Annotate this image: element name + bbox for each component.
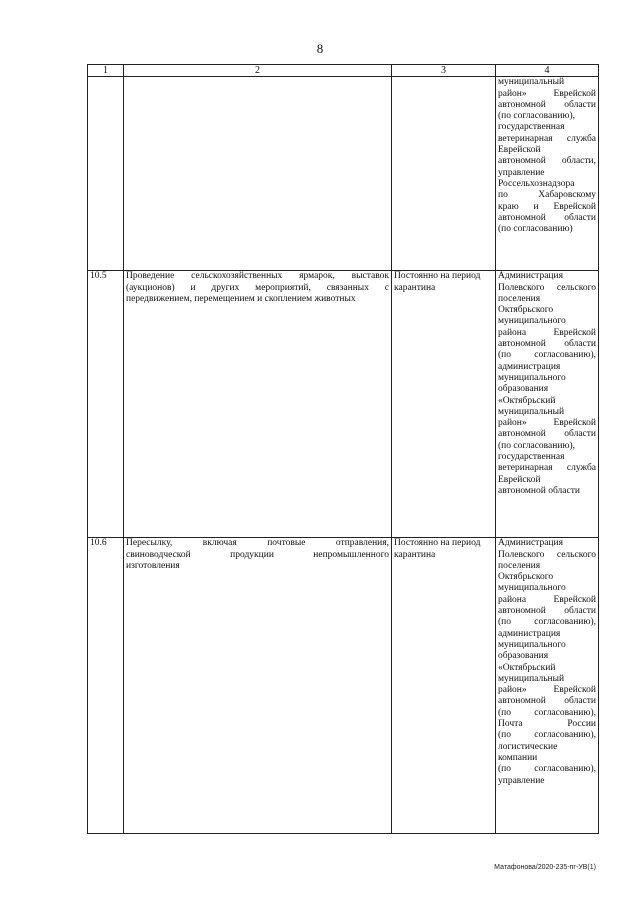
row-term [392,271,496,538]
cell-text-line: Проведение сельскохозяйственных ярмарок, выставок [126,271,389,282]
cell-text-line: Октябрьского [498,572,554,583]
cell-text-line: передвижением, перемещением и скоплением животных [126,293,356,304]
cell-text-line: карантина [394,282,436,293]
header-col-2: 2 [124,65,392,77]
cell-text-line: Постоянно на период [394,538,481,549]
cell-text-line: карантина [394,549,436,560]
cell-text-line: управление [498,775,545,786]
cell-text-line: Еврейской [498,474,541,485]
cell-text-line: район» Еврейской [498,418,596,429]
cell-text-line: (по согласованию), [498,764,596,775]
page-number: 8 [316,41,324,56]
cell-text-line: «Октябрьский [498,395,556,406]
cell-text-line: автономной области [498,485,580,496]
cell-text-line: (по согласованию), [498,350,596,361]
cell-text-line: администрация [498,628,561,639]
cell-text-line: автономной области [498,99,596,110]
measures-table [87,64,599,834]
continuation-row [88,77,599,271]
row-responsible [496,271,599,538]
cell-text-line: автономной области [498,429,596,440]
cell-text-line: муниципального [498,372,566,383]
cell-text-line: автономной области, [498,156,596,167]
cell-text-line: краю и Еврейской [498,201,596,212]
cell-text-line: муниципального [498,639,566,650]
row-term [392,538,496,834]
continuation-responsible-cell [496,77,599,271]
cell-text-line: (по согласованию), [498,707,596,718]
row-number: 10.5 [88,271,124,538]
cell-text-line: (по согласованию), [498,730,596,741]
row-responsible [496,538,599,834]
cell-text-line: логистические [498,741,558,752]
cell-text-line: Полевского сельского [498,549,596,560]
header-col-3: 3 [392,65,496,77]
cell-text-line: Полевского сельского [498,282,596,293]
cell-text-line: Постоянно на период [394,271,481,282]
cell-text-line: район» Еврейской [498,685,596,696]
header-col-1: 1 [88,65,124,77]
row-action [124,538,392,834]
table-row [88,538,599,834]
cell-text-line: (по согласованию), [498,111,576,122]
cell-text-line: государственная [498,122,565,133]
cell-text-line: (аукционов) и других мероприятий, связанных с [126,282,389,293]
cell-text-line: свиноводческой продукции непромышленного [126,549,389,560]
row-number: 10.6 [88,538,124,834]
cell-text-line: муниципальный [498,406,565,417]
cell-text-line: автономной области [498,696,596,707]
cell-text-line: управление [498,167,545,178]
cell-text-line: ветеринарная служба [498,463,596,474]
cell-text-line: государственная [498,452,565,463]
cell-text-line: муниципального [498,583,566,594]
cell-text-line: района Еврейской [498,327,596,338]
table-row [88,271,599,538]
cell-text-line: администрация [498,361,561,372]
cell-text-line: Россельхознадзора [498,178,575,189]
cell-text-line: (по согласованию), [498,617,596,628]
cell-text-line: образования [498,384,549,395]
cell-text-line: муниципального [498,316,566,327]
cell-text-line: по Хабаровскому [498,190,596,201]
table-header-row [88,65,599,77]
cell-text-line: образования [498,651,549,662]
cell-text-line: Администрация [498,538,563,549]
cell-text-line: муниципальный [498,77,565,88]
cell-text-line: компании [498,752,538,763]
cell-text-line: Пересылку, включая почтовые отправления, [126,538,389,549]
cell-text-line: поселения [498,293,541,304]
cell-text-line: «Октябрьский [498,662,556,673]
continuation-num-cell [88,77,124,271]
cell-text-line: Администрация [498,271,563,282]
continuation-action-cell [124,77,392,271]
cell-text-line: автономной области [498,606,596,617]
cell-text-line: изготовления [126,560,180,571]
cell-text-line: района Еврейской [498,594,596,605]
cell-text-line: Еврейской [498,145,541,156]
cell-text-line: район» Еврейской [498,88,596,99]
row-action [124,271,392,538]
cell-text-line: автономной области [498,212,596,223]
cell-text-line: Почта России [498,719,596,730]
cell-text-line: поселения [498,560,541,571]
cell-text-line: муниципальный [498,673,565,684]
cell-text-line: ветеринарная служба [498,133,596,144]
continuation-term-cell [392,77,496,271]
document-footer-code: Матафонова/2020-235-пг-УВ(1) [494,864,596,871]
cell-text-line: (по согласованию) [498,224,573,235]
cell-text-line: автономной области [498,339,596,350]
cell-text-line: Октябрьского [498,305,554,316]
header-col-4: 4 [496,65,599,77]
cell-text-line: (по согласованию), [498,440,576,451]
